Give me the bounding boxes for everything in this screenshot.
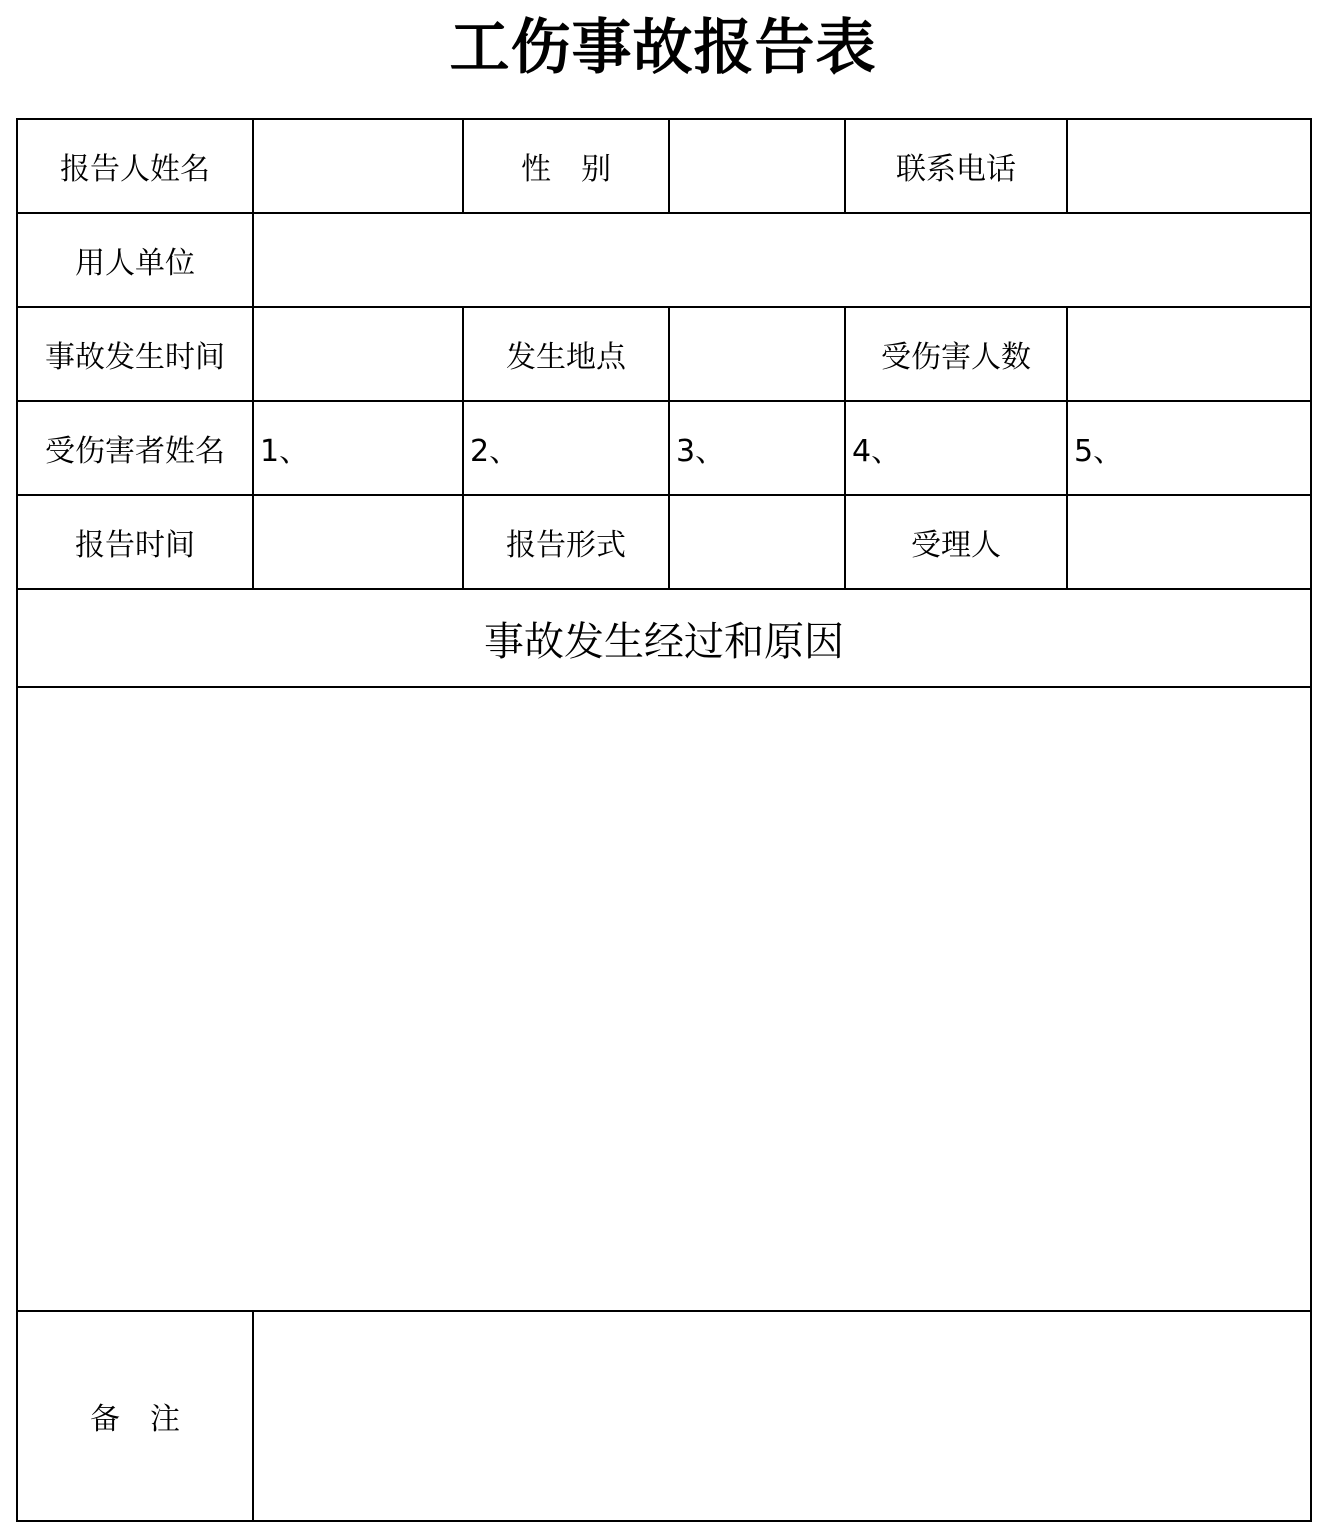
reporter-name-label: 报告人姓名 [17,119,253,213]
injured-name-field-2[interactable]: 2、 [463,401,669,495]
report-form-field[interactable] [669,495,845,589]
row-employer [17,213,1311,307]
injured-count-label: 受伤害人数 [845,307,1067,401]
row-description [17,687,1311,1311]
report-form-label: 报告形式 [463,495,669,589]
injured-name-field-4[interactable]: 4、 [845,401,1067,495]
report-time-label: 报告时间 [17,495,253,589]
accident-report-table [16,118,1312,1522]
page-title: 工伤事故报告表 [449,13,877,83]
location-label: 发生地点 [463,307,669,401]
section-heading: 事故发生经过和原因 [17,589,1311,687]
report-time-field[interactable] [253,495,463,589]
row-injured-names [17,401,1311,495]
injured-name-field-3[interactable]: 3、 [669,401,845,495]
remarks-label: 备 注 [17,1311,253,1521]
accident-time-label: 事故发生时间 [17,307,253,401]
phone-field[interactable] [1067,119,1311,213]
injured-name-field-1[interactable]: 1、 [253,401,463,495]
row-remarks [17,1311,1311,1521]
accident-time-field[interactable] [253,307,463,401]
reporter-name-field[interactable] [253,119,463,213]
row-section-heading [17,589,1311,687]
phone-label: 联系电话 [845,119,1067,213]
row-reporter [17,119,1311,213]
row-report [17,495,1311,589]
handler-label: 受理人 [845,495,1067,589]
injured-name-field-5[interactable]: 5、 [1067,401,1311,495]
handler-field[interactable] [1067,495,1311,589]
location-field[interactable] [669,307,845,401]
row-accident [17,307,1311,401]
remarks-field[interactable] [253,1311,1311,1521]
employer-field[interactable] [253,213,1311,307]
injured-count-field[interactable] [1067,307,1311,401]
gender-label: 性 别 [463,119,669,213]
employer-label: 用人单位 [17,213,253,307]
description-field[interactable] [17,687,1311,1311]
gender-field[interactable] [669,119,845,213]
injured-names-label: 受伤害者姓名 [17,401,253,495]
